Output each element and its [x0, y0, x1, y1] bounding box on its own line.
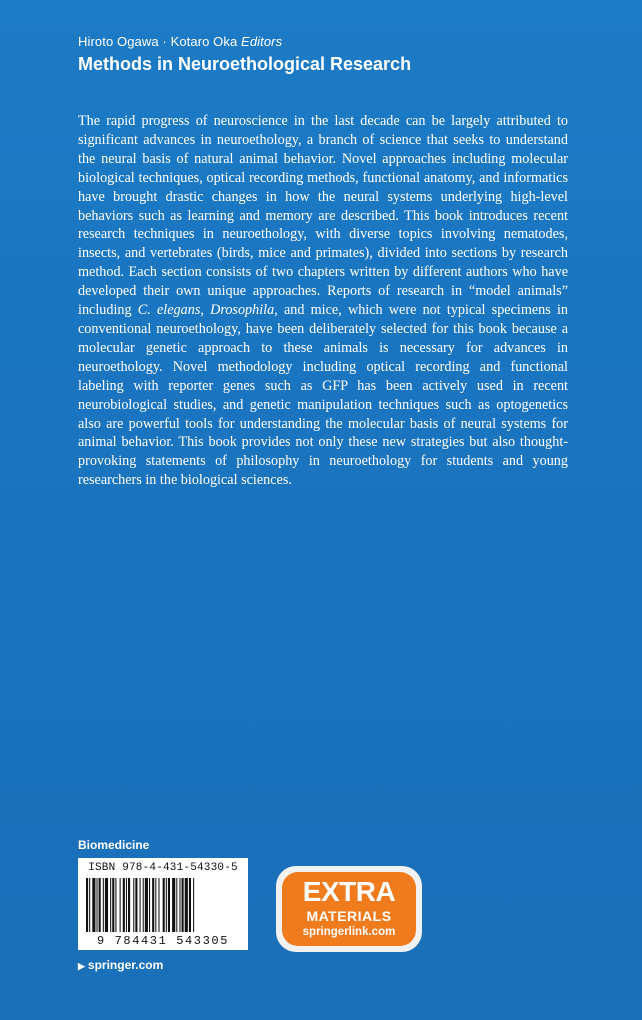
barcode-bar [99, 878, 101, 932]
barcode-bar [158, 878, 159, 932]
barcode-bar [120, 878, 121, 932]
barcode-bar [149, 878, 150, 932]
barcode-bar [143, 878, 144, 932]
barcode-bar [163, 878, 165, 932]
description-italic: Drosophila [210, 302, 275, 319]
barcode-bar [155, 878, 156, 932]
barcode-bar [193, 878, 194, 932]
editors-line [78, 34, 282, 49]
barcode-bar [140, 878, 141, 932]
barcode-bar [152, 878, 154, 932]
isbn-barcode [78, 858, 248, 950]
barcode-bar [86, 878, 88, 932]
barcode-bar [128, 878, 130, 932]
barcode-bar [182, 878, 184, 932]
barcode-bar [133, 878, 134, 932]
barcode-bar [115, 878, 116, 932]
badge-inner [282, 872, 416, 946]
subject-category: Biomedicine [78, 838, 150, 852]
barcode-bar [145, 878, 148, 932]
book-description [78, 112, 568, 490]
barcode-bar [97, 878, 98, 932]
isbn-label: ISBN 978-4-431-54330-5 [88, 862, 238, 874]
barcode-bar [103, 878, 104, 932]
extra-materials-badge[interactable] [276, 866, 422, 952]
barcode-bar [168, 878, 170, 932]
barcode-bar [112, 878, 114, 932]
editor-name: Kotaro Oka [170, 34, 238, 49]
barcode-bar [89, 878, 90, 932]
description-text: The rapid progress of neuroscience in the last decade can be largely attributed to significant advances in neuroethology, a branch of science that seeks to understand the neural basis of natural animal behavior. Novel approaches including molecular biological techniques, optical recording methods, functional anatomy, and informatics have brought drastic changes in how the neural systems underlying high-level behaviors such as learning and memory are described. This book introduces recent research techniques in neuroethology, with diverse topics involving nematodes, insects, and vertebrates (birds, mice and primates), divided into sections by research method. Each section consists of two chapters written by different authors who have developed their own unique approaches. Reports of research in “model animals” including [78, 113, 568, 319]
badge-extra-text: EXTRA [302, 876, 396, 907]
barcode-bar [126, 878, 127, 932]
book-title: Methods in Neuroethological Research [78, 54, 412, 74]
description-text: , [200, 302, 211, 319]
name-separator: · [162, 34, 167, 49]
editors-role: Editors [241, 34, 283, 49]
barcode-bar [92, 878, 95, 932]
barcode-bar [110, 878, 111, 932]
description-text: , and mice, which were not typical specimens in conventional neuroethology, have been deliberately selected for this book because a molecular genetic approach to these animals is necessary for advances in neuroethology. Novel methodology including optical recording and functional labeling with reporter genes such as GFP has been actively used in recent neurobiological studies, and genetic manipulation techniques such as optogenetics also are powerful tools for understanding the molecular basis of neural systems for animal behavior. This book provides not only these new strategies but also thought-provoking statements of philosophy in neuroethology for students and young researchers in the biological sciences. [78, 302, 569, 489]
barcode-bar [135, 878, 137, 932]
barcode-bar [172, 878, 175, 932]
springer-link-text: springer.com [87, 958, 164, 972]
barcode-bar [123, 878, 125, 932]
barcode-bar [189, 878, 191, 932]
barcode-bar [185, 878, 188, 932]
barcode-digits: 9 784431 543305 [96, 934, 230, 948]
arrow-icon: ▶ [78, 961, 85, 971]
badge-link-text: springerlink.com [302, 926, 396, 938]
barcode-bar [176, 878, 177, 932]
description-italic: C. elegans [137, 302, 201, 319]
barcode-bar [166, 878, 167, 932]
barcode-bar [179, 878, 180, 932]
editor-name: Hiroto Ogawa [78, 34, 159, 49]
springer-link[interactable] [78, 958, 163, 972]
barcode-bar [105, 878, 108, 932]
barcode-graphic [84, 878, 242, 934]
badge-materials-text: MATERIALS [306, 908, 392, 924]
